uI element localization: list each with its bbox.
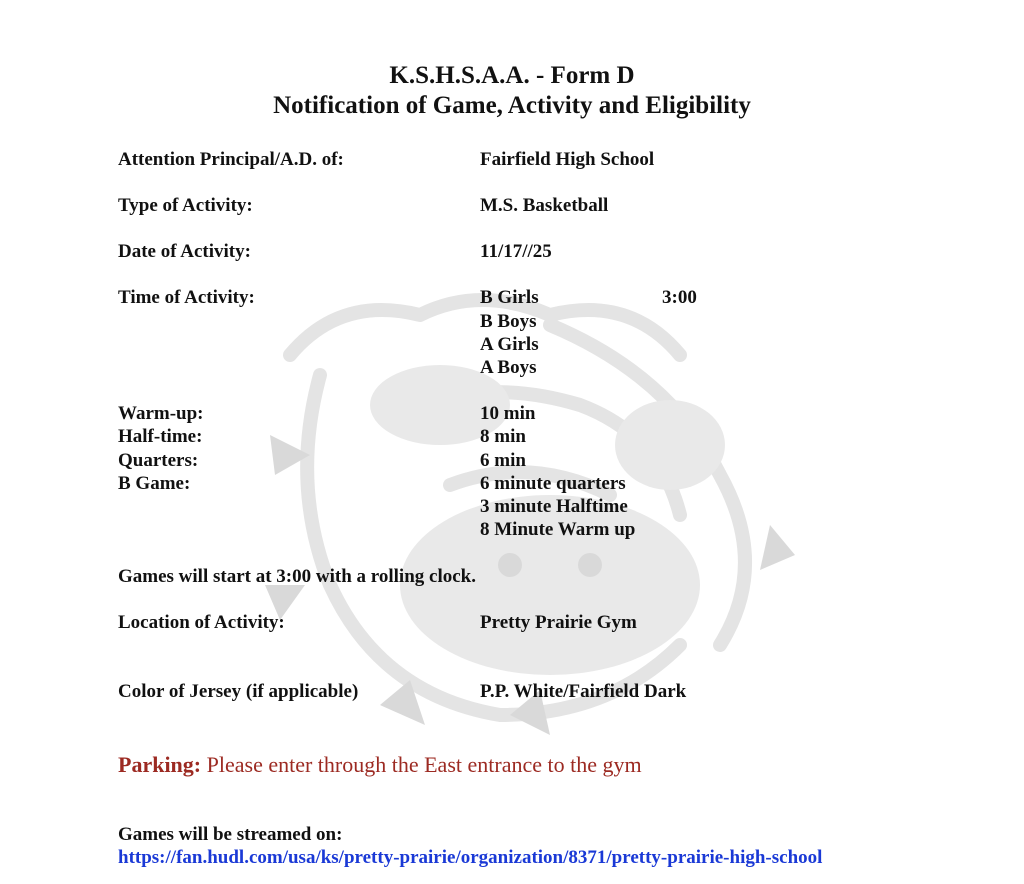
jersey-label: Color of Jersey (if applicable) — [118, 681, 359, 702]
parking-notice — [118, 752, 642, 778]
time-game-b-boys: B Boys — [480, 311, 537, 332]
time-game-a-boys: A Boys — [480, 357, 537, 378]
location-value: Pretty Prairie Gym — [480, 612, 637, 633]
bgame-label: B Game: — [118, 473, 191, 494]
time-label: Time of Activity: — [118, 287, 255, 308]
type-label: Type of Activity: — [118, 195, 253, 216]
attention-value: Fairfield High School — [480, 149, 655, 170]
rolling-clock-note: Games will start at 3:00 with a rolling clock. — [118, 566, 476, 587]
type-value: M.S. Basketball — [480, 195, 609, 216]
time-game-b-girls: B Girls — [480, 287, 539, 308]
stream-link[interactable]: https://fan.hudl.com/usa/ks/pretty-prairie/organization/8371/pretty-prairie-high-school — [118, 847, 823, 868]
attention-label: Attention Principal/A.D. of: — [118, 149, 344, 170]
quarters-label: Quarters: — [118, 450, 199, 471]
bgame-halftime: 3 minute Halftime — [480, 496, 628, 517]
halftime-label: Half-time: — [118, 426, 203, 447]
bgame-quarters: 6 minute quarters — [480, 473, 626, 494]
jersey-value: P.P. White/Fairfield Dark — [480, 681, 687, 702]
start-time: 3:00 — [662, 287, 697, 308]
time-game-a-girls: A Girls — [480, 334, 539, 355]
warmup-value: 10 min — [480, 403, 536, 424]
form-subtitle: Notification of Game, Activity and Eligibility — [273, 92, 751, 119]
form-title: K.S.H.S.A.A. - Form D — [389, 62, 635, 89]
date-label: Date of Activity: — [118, 241, 251, 262]
bgame-warmup: 8 Minute Warm up — [480, 519, 636, 540]
parking-text: Please enter through the East entrance to the gym — [206, 752, 642, 777]
location-label: Location of Activity: — [118, 612, 285, 633]
warmup-label: Warm-up: — [118, 403, 204, 424]
quarters-value: 6 min — [480, 450, 526, 471]
date-value: 11/17//25 — [480, 241, 552, 262]
halftime-value: 8 min — [480, 426, 526, 447]
stream-label: Games will be streamed on: — [118, 824, 343, 845]
parking-label: Parking: — [118, 752, 202, 777]
